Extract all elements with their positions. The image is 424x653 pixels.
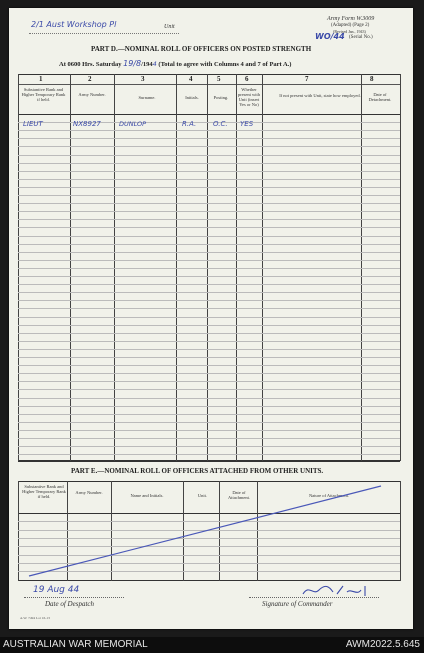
col-num-6: 6 [245,75,249,83]
col-num-4: 4 [189,75,193,83]
part-e-col-label-1: Substantive Rank and Higher Temporary Rank if held. [22,484,66,499]
col-label-4: Initials. [185,95,199,100]
despatch-label: Date of Despatch [45,600,94,608]
army-form-label: Army Form W.3009 [327,16,375,22]
signature-underline [249,597,379,598]
col-label-3: Surname. [138,95,156,100]
archive-footer [0,637,424,653]
serial-label: (Serial No.) [349,35,373,40]
archive-right-label: AWM2022.5.645 [345,639,420,650]
col-label-7: If not present with Unit, state how employed. [279,93,361,98]
at-line-suffix: (Total to agree with Columns 4 and 7 of Part A.) [158,61,292,68]
year-prefix: /194 [141,61,153,68]
col-label-6: Whether present with Unit (insert Yes or No) [237,87,261,107]
year-digit: 4 [152,60,157,68]
part-e-col-label-6: Nature of Attachment. [308,493,350,498]
part-e-col-label-4: Unit. [197,493,208,498]
revised-label: (Revised Jan., 1943) [333,29,366,34]
at-line-prefix: At 0600 Hrs. Saturday [59,61,122,68]
unit-handwritten: 2/1 Aust Workshop Pl [31,20,117,29]
part-e-title: PART E.—NOMINAL ROLL OF OFFICERS ATTACHED FROM OTHER UNITS. [71,467,324,475]
print-code: A.W. 7494 Lot 16-13 [20,616,50,620]
part-e-col-label-2: Army Number. [75,490,103,495]
part-e-strike-line [9,8,413,629]
col-num-2: 2 [88,75,92,83]
archive-left-label: AUSTRALIAN WAR MEMORIAL [3,639,148,650]
date-handwritten: 19/8 [123,59,142,68]
col-label-1: Substantive Rank and Higher Temporary Rank if held. [21,87,66,102]
col-num-8: 8 [370,75,374,83]
col-label-2: Army Number. [78,92,106,97]
col-num-7: 7 [305,75,309,83]
unit-label: Unit [164,24,175,30]
form-paper [9,8,413,629]
col-label-5: Posting. [213,95,229,100]
row1-number: NX8927 [73,120,101,128]
row1-rank: LIEUT [23,120,43,128]
despatch-date-handwritten: 19 Aug 44 [33,585,80,595]
part-d-title: PART D.—NOMINAL ROLL OF OFFICERS ON POSTED STRENGTH [91,45,312,53]
signature-label: Signature of Commander [262,600,333,608]
row1-initials: R.A. [182,120,197,128]
col-num-3: 3 [141,75,145,83]
despatch-underline [24,597,124,598]
part-e-col-label-3: Name and Initials. [130,493,164,498]
col-num-1: 1 [39,75,43,83]
row1-present: YES [240,120,254,128]
col-label-8: Date of Detachment. [368,92,392,102]
serial-handwritten: WO/44 [315,32,345,41]
part-e-col-label-5: Date of Attachment. [227,490,251,500]
col-num-5: 5 [217,75,221,83]
adapted-label: (Adapted) (Page 2) [331,23,370,28]
row1-surname: DUNLOP [119,120,147,128]
row1-posting: O.C. [213,120,228,128]
